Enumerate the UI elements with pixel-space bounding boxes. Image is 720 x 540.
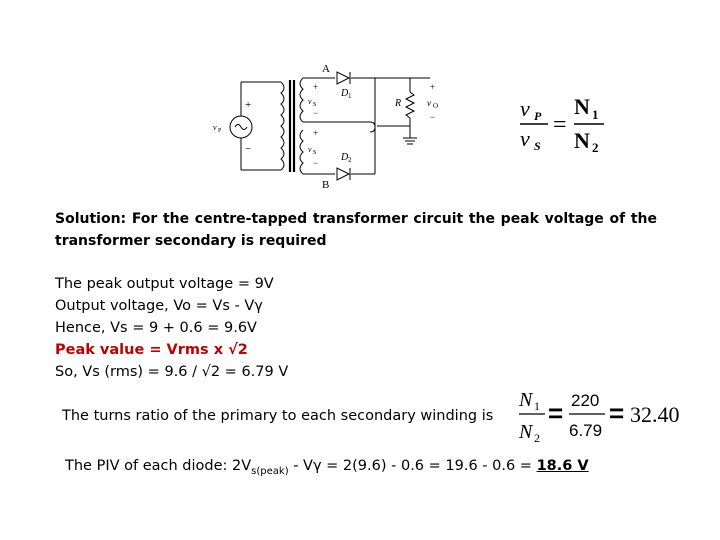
piv-answer: 18.6 V [536,458,589,474]
svg-text:N: N [519,389,533,411]
svg-text:N: N [519,421,533,443]
svg-text:P: P [218,128,222,134]
diode-d2-symbol [337,168,349,180]
svg-text:−: − [313,108,319,118]
svg-text:=: = [548,398,564,428]
piv-line: The PIV of each diode: $2V_{s(peak)} - V\gamma = 2(9.6) - 0.6 = 19.6 - 0.6 = 18.6$ V [65,458,589,477]
turns-ratio-formula [518,92,608,154]
svg-text:P: P [534,109,542,123]
turns-ratio-calculation [515,384,705,444]
solution-label: Solution: [55,211,127,227]
solution-paragraph [55,208,657,252]
svg-text:v: v [213,123,217,132]
resistor-symbol [406,92,414,118]
svg-text:D: D [341,88,349,99]
svg-text:S: S [534,139,541,153]
svg-text:v: v [308,145,312,154]
output-voltage-line: Output voltage, Vo = Vs - Vγ [55,298,263,314]
svg-text:=: = [553,112,567,138]
svg-text:+: + [430,82,436,92]
svg-text:2: 2 [348,156,352,164]
rms-line: So, Vs (rms) = 9.6 / √2 = 6.79 V [55,364,289,380]
svg-text:1: 1 [348,92,352,100]
svg-text:v: v [427,98,431,108]
terminal-a-label: A [322,63,330,75]
primary-winding [281,82,284,170]
calculation-lines [55,273,288,383]
svg-text:D: D [341,152,349,163]
svg-text:220: 220 [571,391,600,410]
svg-text:S: S [313,102,317,108]
svg-text:+: + [245,99,252,111]
svg-text:6.79: 6.79 [569,421,603,440]
svg-text:2: 2 [592,140,599,154]
svg-text:O: O [433,102,439,110]
svg-text:2: 2 [534,431,540,444]
svg-text:1: 1 [534,399,540,413]
secondary-winding [300,78,303,174]
svg-text:v: v [308,97,312,106]
svg-text:32.40: 32.40 [630,402,680,427]
terminal-b-label: B [322,179,330,190]
hence-line: Hence, Vs = 9 + 0.6 = 9.6V [55,320,257,336]
svg-text:+: + [313,128,319,138]
svg-text:v: v [520,126,530,151]
svg-text:N: N [574,128,590,153]
svg-text:−: − [313,158,319,168]
svg-text:−: − [245,143,252,155]
svg-text:N: N [574,94,590,119]
svg-text:+: + [313,82,319,92]
svg-text:=: = [609,398,625,428]
peak-output-line: The peak output voltage = 9V [55,276,274,292]
svg-text:R: R [395,98,402,109]
solution-text: For the centre-tapped transformer circuit the peak voltage of the transformer secondary is required [55,211,657,249]
svg-text:1: 1 [592,107,599,122]
svg-text:S: S [313,150,317,156]
peak-value-line: Peak value = Vrms x √2 [55,342,248,358]
center-tapped-rectifier-circuit [205,60,455,190]
svg-text:v: v [520,96,530,121]
diode-d1-symbol [337,72,349,84]
svg-text:−: − [430,112,436,122]
turns-ratio-text: The turns ratio of the primary to each secondary winding is [62,408,494,424]
